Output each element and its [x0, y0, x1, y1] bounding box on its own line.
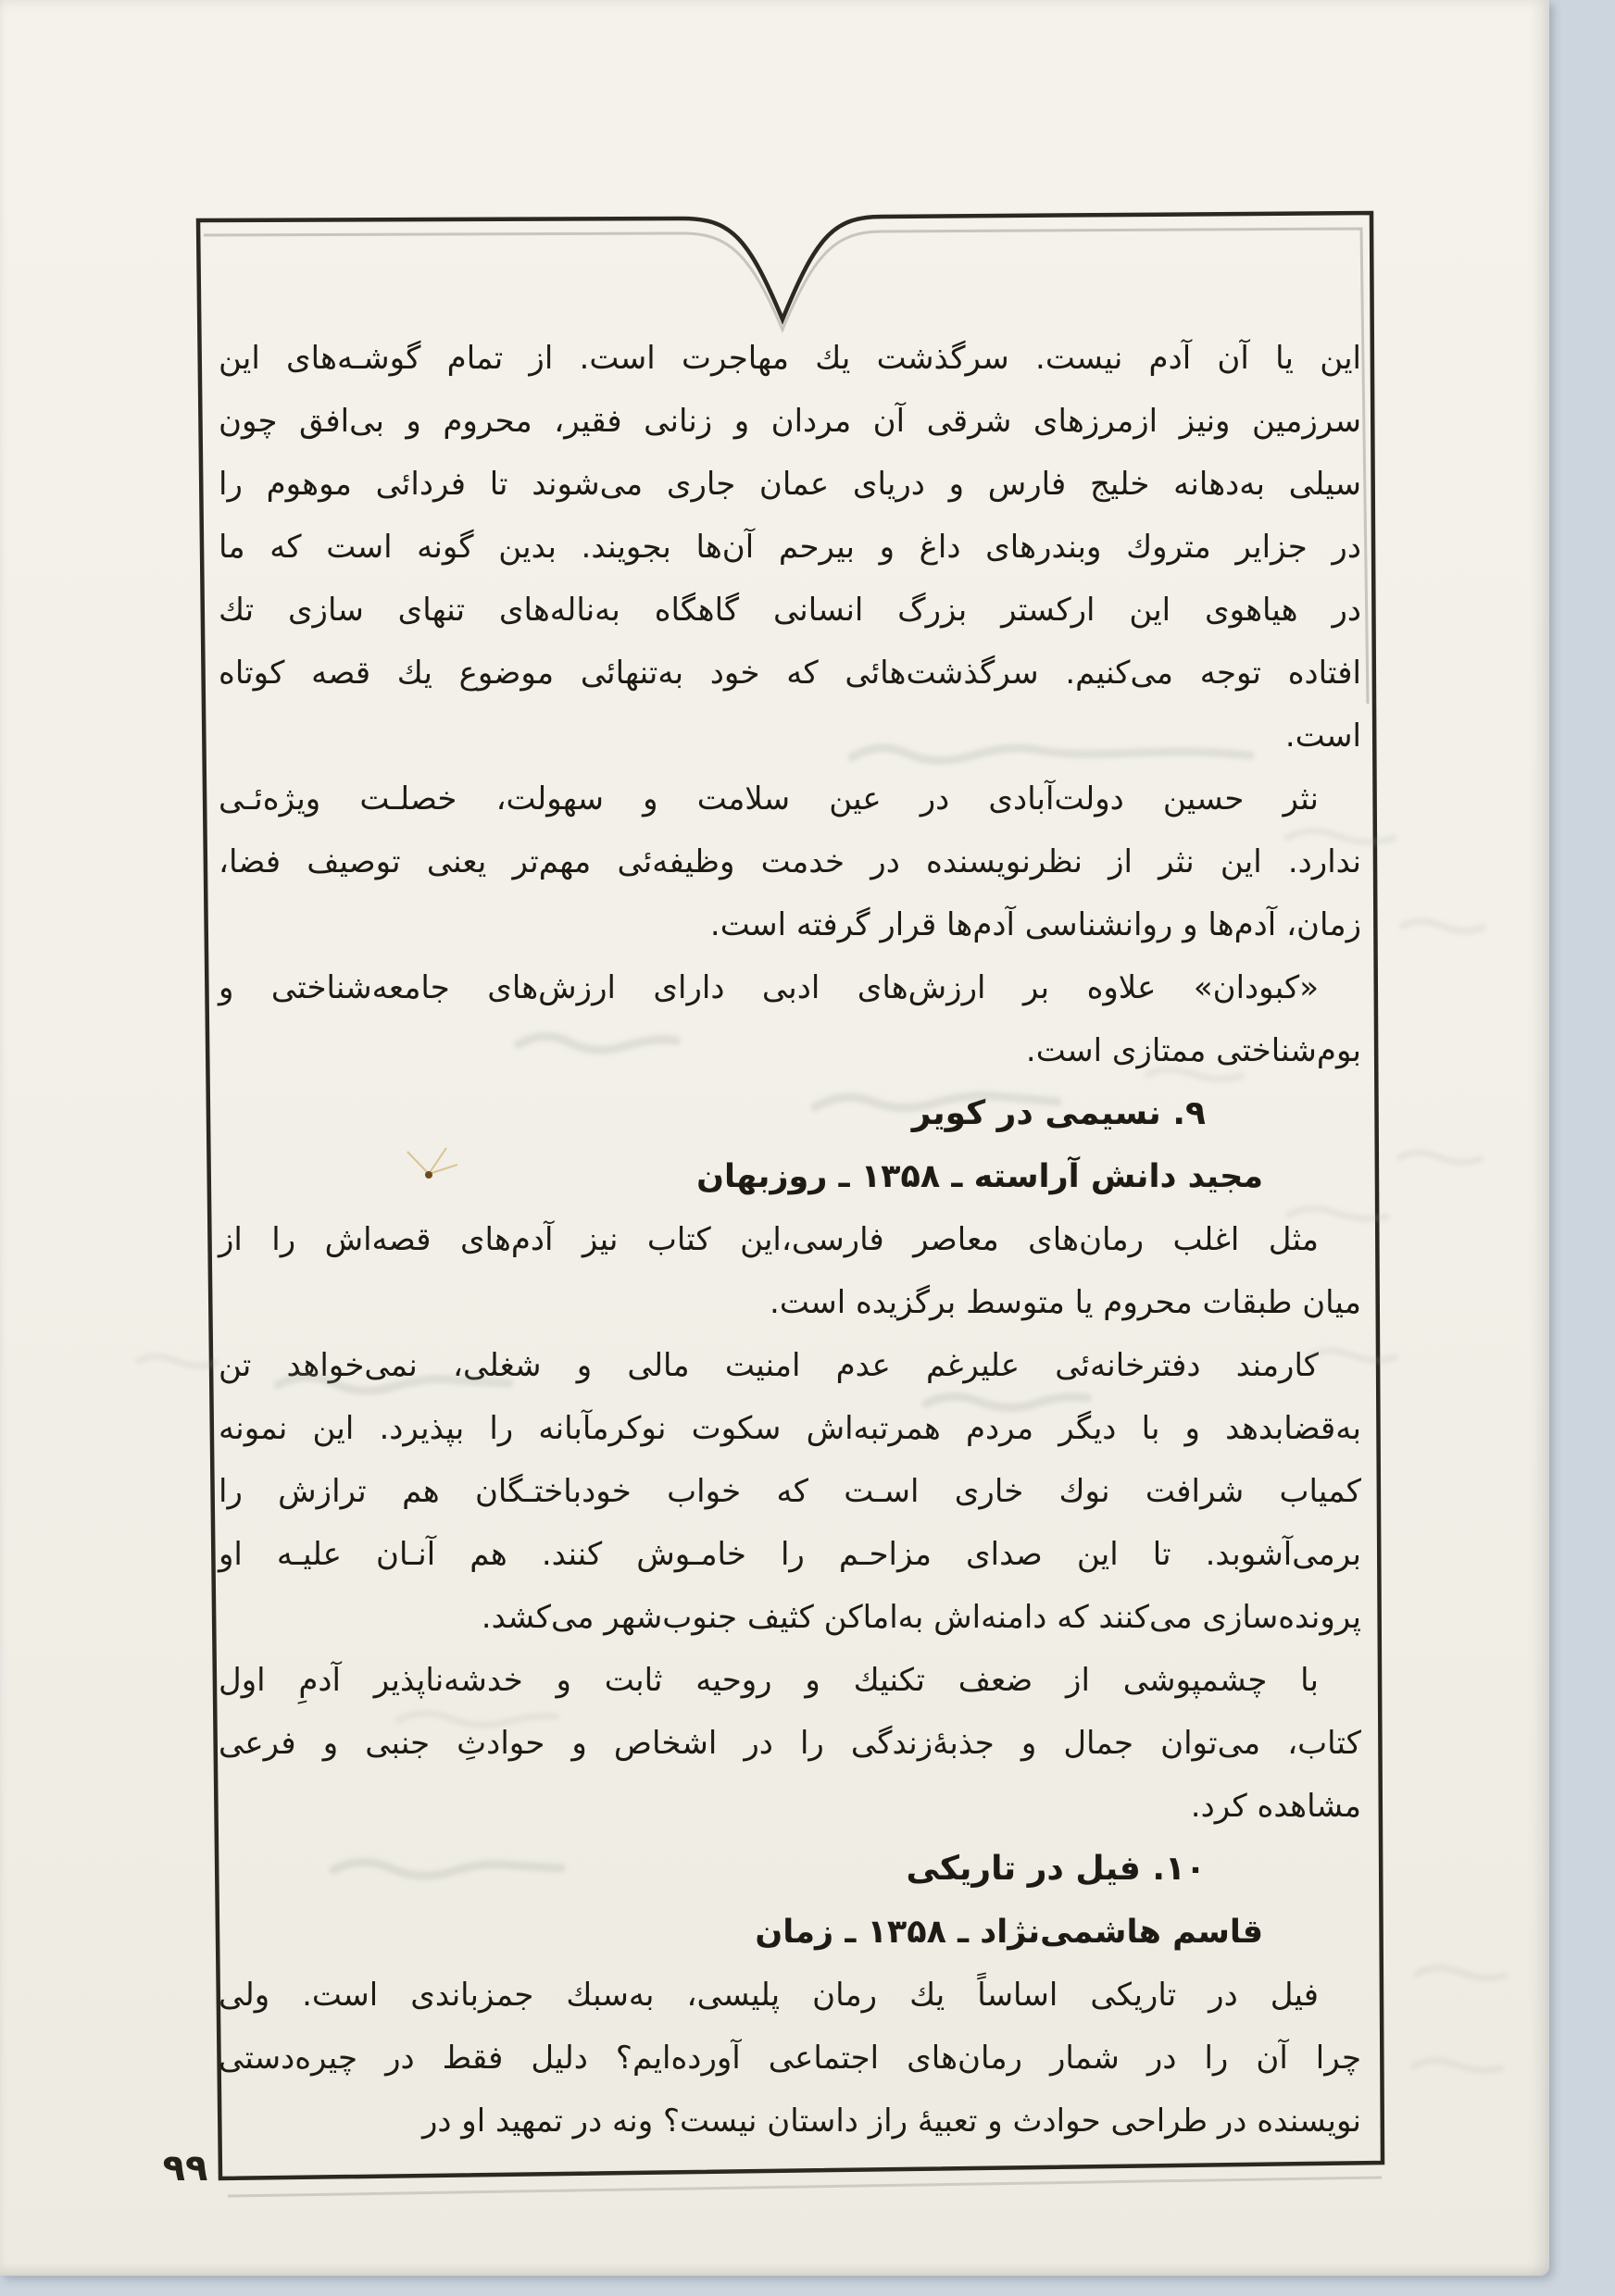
text-line: به‌قضابدهد و با دیگر مردم همرتبه‌اش سكوت نوكرمآبانه را بپذیرد. این نمونه — [219, 1410, 1361, 1447]
text-line: میان طبقات محروم یا متوسط برگزیده است. — [770, 1284, 1361, 1321]
text-line: زمان، آدم‌ها و روانشناسی آدم‌ها قرار گرفته است. — [709, 906, 1361, 943]
text-line: این یا آن آدم نیست. سرگذشت یك مهاجرت است. از تمام گوشـه‌های این — [219, 340, 1361, 377]
page-number: ۹۹ — [162, 2147, 208, 2190]
text-line: با چشمپوشی از ضعف تكنیك و روحیه ثابت و خدشه‌ناپذیر آدمِ اول — [219, 1662, 1319, 1699]
text-line: پرونده‌سازی می‌كنند كه دامنه‌اش به‌اماكن كثیف جنوب‌شهر می‌كشد. — [481, 1599, 1361, 1636]
text-line: در جزایر متروك وبندرهای داغ و بیرحم آن‌ها بجویند. بدین گونه است كه ما — [219, 529, 1361, 566]
text-line: سرزمین ونیز ازمرزهای شرقی آن مردان و زنانی فقیر، محروم و بی‌افق چون — [219, 403, 1361, 440]
section-heading-line: ۱۰. فیل در تاریكی — [906, 1850, 1206, 1888]
text-line: است. — [1284, 718, 1361, 755]
text-line: بوم‌شناختی ممتازی است. — [1025, 1032, 1361, 1069]
text-line: ندارد. این نثر از نظرنویسنده در خدمت وظیفه‌ئی مهم‌تر یعنی توصیف فضا، — [219, 843, 1361, 880]
text-column — [219, 0, 1361, 2296]
author-year-publisher-line: قاسم هاشمی‌نژاد ـ ۱۳۵۸ ـ زمان — [755, 1914, 1263, 1951]
text-line: افتاده توجه می‌كنیم. سرگذشت‌هائی كه خود به‌تنهائی موضوع یك قصه كوتاه — [219, 655, 1361, 692]
text-line: مثل اغلب رمان‌های معاصر فارسی،این كتاب نیز آدم‌های قصه‌اش را از — [219, 1221, 1319, 1258]
text-line: كتاب، می‌توان جمال و جذبهٔ‌زندگی را در اشخاص و حوادثِ جنبی و فرعی — [219, 1725, 1361, 1762]
text-line: چرا آن را در شمار رمان‌های اجتماعی آورده‌ایم؟ دلیل فقط در چیره‌دستی — [219, 2040, 1361, 2077]
text-line: نثر حسین دولت‌آبادی در عین سلامت و سهولت، خصلـت ویژه‌ئـی — [219, 780, 1319, 817]
author-year-publisher-line: مجید دانش آراسته ـ ۱۳۵۸ ـ روزبهان — [696, 1158, 1263, 1195]
text-line: در هیاهوی این اركستر بزرگ انسانی گاهگاه به‌ناله‌های تنهای سازی تك — [219, 592, 1361, 629]
text-line: برمی‌آشوبد. تا این صدای مزاحـم را خامـوش كنند. هم آنـان علیـه او — [219, 1536, 1361, 1573]
text-line: سیلی به‌دهانه خلیج فارس و دریای عمان جاری می‌شوند تا فردائی موهوم را — [219, 466, 1361, 503]
text-line: كارمند دفترخانه‌ئی علیرغم عدم امنیت مالی و شغلی، نمی‌خواهد تن — [219, 1347, 1319, 1384]
text-line: مشاهده كرد. — [1190, 1788, 1361, 1825]
text-line: «كبودان» علاوه بر ارزش‌های ادبی دارای ارزش‌های جامعه‌شناختی و — [219, 969, 1319, 1006]
section-heading-line: ۹. نسیمی در كویر — [911, 1094, 1206, 1132]
text-line: فیل در تاریكی اساساً یك رمان پلیسی، به‌سبك جمزباندی است. ولی — [219, 1977, 1319, 2014]
text-line: كمیاب شرافت نوك خاری اسـت كه خواب خودباختـگان هم ترازش را — [219, 1473, 1361, 1510]
text-line: نویسنده در طراحی حوادث و تعبیهٔ راز داستان نیست؟ ونه در تمهید او در — [421, 2103, 1361, 2140]
